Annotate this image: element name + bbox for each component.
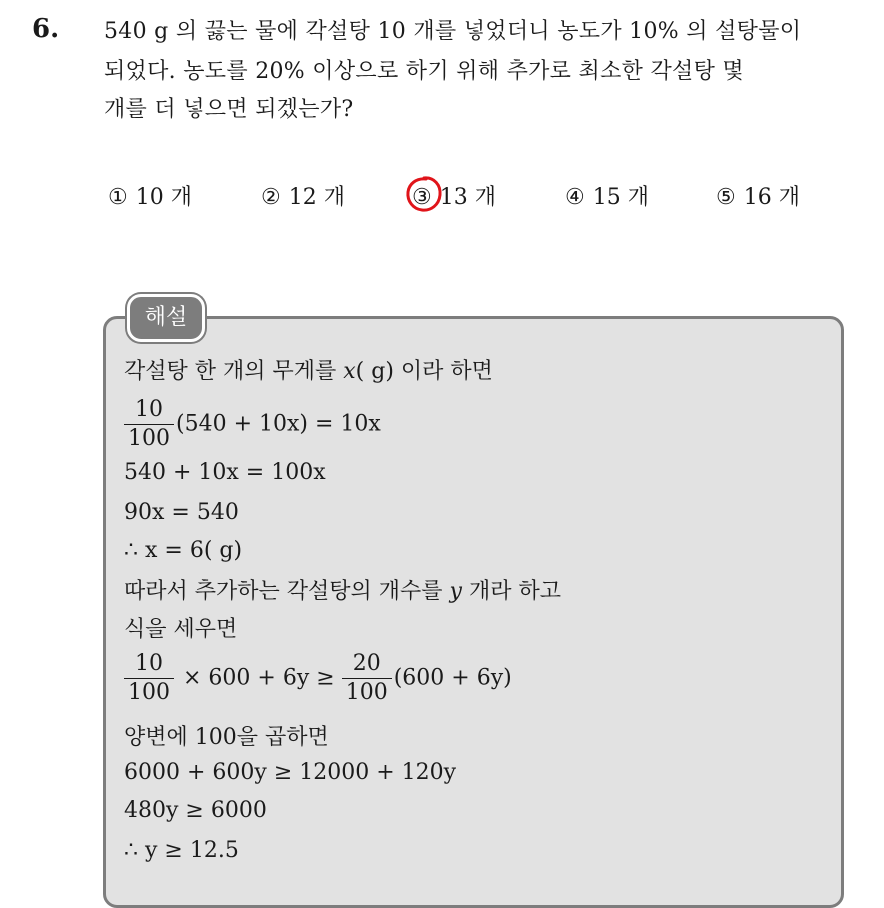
choice-4-mark: ④ xyxy=(565,185,585,210)
solution-eq-9: 6000 + 600y ≥ 12000 + 120y xyxy=(124,760,457,785)
solution-eq-7-mid: × 600 + 6y ≥ xyxy=(183,665,335,691)
choice-5[interactable] xyxy=(716,180,800,211)
choice-4-text: 15 개 xyxy=(592,185,649,210)
choice-2-text: 12 개 xyxy=(288,185,345,210)
fraction-numerator: 10 xyxy=(124,396,174,425)
solution-eq-10: 480y ≥ 6000 xyxy=(124,798,267,823)
fraction-numerator: 20 xyxy=(342,650,392,679)
solution-eq-4: ∴ x = 6( g) xyxy=(124,538,243,563)
solution-line-1-post: ( g) 이라 하면 xyxy=(355,359,493,384)
question-line-2: 되었다. 농도를 20% 이상으로 하기 위해 추가로 최소한 각설탕 몇 xyxy=(104,59,744,84)
question-line-1: 540 g 의 끓는 물에 각설탕 10 개를 넣었더니 농도가 10% 의 설탕물이 xyxy=(104,19,802,44)
choice-3[interactable] xyxy=(412,180,496,211)
solution-line-1-var: x xyxy=(343,359,356,384)
answer-circle-icon xyxy=(404,174,444,214)
choice-3-mark: ③ xyxy=(412,185,432,210)
choice-3-text: 13 개 xyxy=(439,185,496,210)
choice-2-mark: ② xyxy=(261,185,281,210)
solution-eq-3: 90x = 540 xyxy=(124,500,239,525)
solution-line-5-post: 개라 하고 xyxy=(468,579,561,604)
solution-eq-7-end: (600 + 6y) xyxy=(393,665,512,691)
solution-eq-7 xyxy=(124,650,512,707)
fraction-denominator: 100 xyxy=(128,426,170,451)
question-number: 6. xyxy=(32,14,60,44)
solution-eq-11: ∴ y ≥ 12.5 xyxy=(124,838,239,863)
question-line-3: 개를 더 넣으면 되겠는가? xyxy=(104,97,354,122)
fraction xyxy=(124,396,174,453)
choice-5-mark: ⑤ xyxy=(716,185,736,210)
solution-eq-1 xyxy=(124,396,381,453)
choice-5-text: 16 개 xyxy=(743,185,800,210)
solution-line-5 xyxy=(124,574,561,605)
fraction-numerator: 10 xyxy=(124,650,174,679)
solution-line-5-pre: 따라서 추가하는 각설탕의 개수를 xyxy=(124,579,443,604)
fraction-denominator: 100 xyxy=(128,680,170,705)
choice-2[interactable] xyxy=(261,180,345,211)
choice-1-mark: ① xyxy=(108,185,128,210)
fraction-denominator: 100 xyxy=(345,680,388,705)
solution-eq-2: 540 + 10x = 100x xyxy=(124,460,326,485)
answer-choices xyxy=(0,180,884,214)
solution-line-5-var: y xyxy=(449,579,462,604)
solution-line-6: 식을 세우면 xyxy=(124,617,238,642)
solution-badge: 해설 xyxy=(127,294,205,342)
fraction xyxy=(124,650,174,707)
solution-eq-1-rest: (540 + 10x) = 10x xyxy=(176,411,381,437)
choice-4[interactable] xyxy=(565,180,649,211)
fraction xyxy=(342,650,392,707)
solution-line-1-pre: 각설탕 한 개의 무게를 xyxy=(124,359,337,384)
choice-1-text: 10 개 xyxy=(135,185,192,210)
solution-line-1 xyxy=(124,354,493,385)
choice-1[interactable] xyxy=(108,180,192,211)
solution-line-8: 양변에 100을 곱하면 xyxy=(124,725,329,750)
